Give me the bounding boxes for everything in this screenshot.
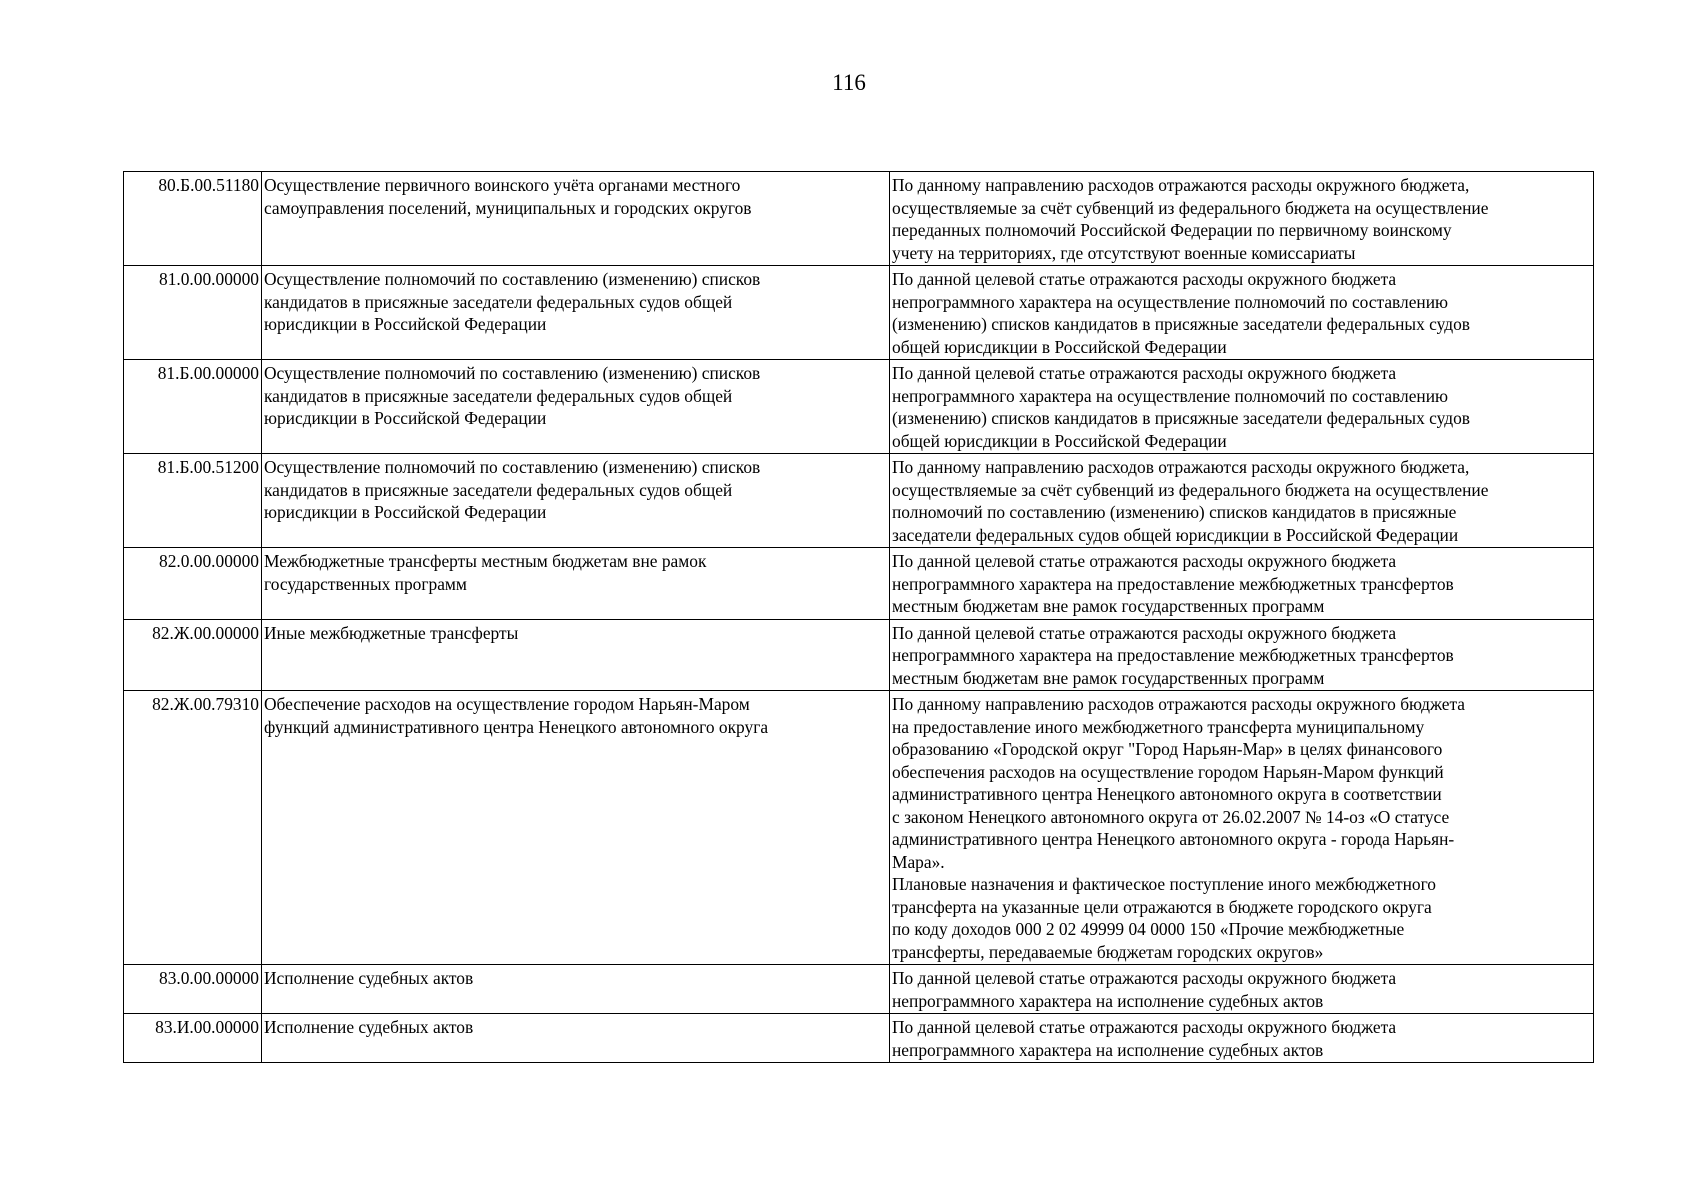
target-article-code: 81.Б.00.51200 bbox=[124, 454, 262, 548]
target-article-name: Иные межбюджетные трансферты bbox=[262, 619, 890, 691]
budget-classification-table bbox=[123, 171, 1594, 1063]
target-article-description: По данному направлению расходов отражаются расходы окружного бюджета на предоставление иного межбюджетного трансферта муниципальному образованию «Городской округ "Город Нарьян-Мар» в целях финансового обеспечения расходов на осуществление городом Нарьян-Маром функций административного центра Ненецкого автономного округа в соответствии с законом Ненецкого автономного округа от 26.02.2007 № 14-оз «О статусе административного центра Ненецкого автономного округа - города Нарьян- Мара». Плановые назначения и фактическое поступление иного межбюджетного трансферта на указанные цели отражаются в бюджете городского округа по коду доходов 000 2 02 49999 04 0000 150 «Прочие межбюджетные трансферты, передаваемые бюджетам городских округов» bbox=[890, 691, 1594, 965]
page-number: 116 bbox=[832, 70, 866, 95]
target-article-code: 83.0.00.00000 bbox=[124, 965, 262, 1014]
target-article-code: 80.Б.00.51180 bbox=[124, 172, 262, 266]
target-article-name: Осуществление полномочий по составлению (изменению) списков кандидатов в присяжные заседатели федеральных судов общей юрисдикции в Российской Федерации bbox=[262, 360, 890, 454]
table-row bbox=[124, 1014, 1594, 1063]
table-row bbox=[124, 454, 1594, 548]
target-article-name: Осуществление полномочий по составлению (изменению) списков кандидатов в присяжные заседатели федеральных судов общей юрисдикции в Российской Федерации bbox=[262, 266, 890, 360]
target-article-name: Исполнение судебных актов bbox=[262, 965, 890, 1014]
target-article-code: 81.0.00.00000 bbox=[124, 266, 262, 360]
target-article-name: Обеспечение расходов на осуществление городом Нарьян-Маром функций административного центра Ненецкого автономного округа bbox=[262, 691, 890, 965]
target-article-name: Осуществление полномочий по составлению (изменению) списков кандидатов в присяжные заседатели федеральных судов общей юрисдикции в Российской Федерации bbox=[262, 454, 890, 548]
table-row bbox=[124, 266, 1594, 360]
table-row bbox=[124, 619, 1594, 691]
target-article-name: Осуществление первичного воинского учёта органами местного самоуправления поселений, муниципальных и городских округов bbox=[262, 172, 890, 266]
target-article-code: 82.0.00.00000 bbox=[124, 548, 262, 620]
table-row bbox=[124, 965, 1594, 1014]
target-article-description: По данной целевой статье отражаются расходы окружного бюджета непрограммного характера на предоставление межбюджетных трансфертов местным бюджетам вне рамок государственных программ bbox=[890, 548, 1594, 620]
target-article-code: 82.Ж.00.00000 bbox=[124, 619, 262, 691]
target-article-name: Межбюджетные трансферты местным бюджетам вне рамок государственных программ bbox=[262, 548, 890, 620]
target-article-code: 81.Б.00.00000 bbox=[124, 360, 262, 454]
target-article-description: По данной целевой статье отражаются расходы окружного бюджета непрограммного характера на осуществление полномочий по составлению (изменению) списков кандидатов в присяжные заседатели федеральных судов общей юрисдикции в Российской Федерации bbox=[890, 266, 1594, 360]
table-row bbox=[124, 172, 1594, 266]
table-row bbox=[124, 360, 1594, 454]
table-row bbox=[124, 548, 1594, 620]
target-article-code: 83.И.00.00000 bbox=[124, 1014, 262, 1063]
target-article-name: Исполнение судебных актов bbox=[262, 1014, 890, 1063]
target-article-description: По данной целевой статье отражаются расходы окружного бюджета непрограммного характера на исполнение судебных актов bbox=[890, 1014, 1594, 1063]
target-article-description: По данной целевой статье отражаются расходы окружного бюджета непрограммного характера на исполнение судебных актов bbox=[890, 965, 1594, 1014]
target-article-description: По данному направлению расходов отражаются расходы окружного бюджета, осуществляемые за счёт субвенций из федерального бюджета на осуществление переданных полномочий Российской Федерации по первичному воинскому учету на территориях, где отсутствуют военные комиссариаты bbox=[890, 172, 1594, 266]
target-article-description: По данной целевой статье отражаются расходы окружного бюджета непрограммного характера на предоставление межбюджетных трансфертов местным бюджетам вне рамок государственных программ bbox=[890, 619, 1594, 691]
target-article-code: 82.Ж.00.79310 bbox=[124, 691, 262, 965]
target-article-description: По данной целевой статье отражаются расходы окружного бюджета непрограммного характера на осуществление полномочий по составлению (изменению) списков кандидатов в присяжные заседатели федеральных судов общей юрисдикции в Российской Федерации bbox=[890, 360, 1594, 454]
target-article-description: По данному направлению расходов отражаются расходы окружного бюджета, осуществляемые за счёт субвенций из федерального бюджета на осуществление полномочий по составлению (изменению) списков кандидатов в присяжные заседатели федеральных судов общей юрисдикции в Российской Федерации bbox=[890, 454, 1594, 548]
table-row bbox=[124, 691, 1594, 965]
